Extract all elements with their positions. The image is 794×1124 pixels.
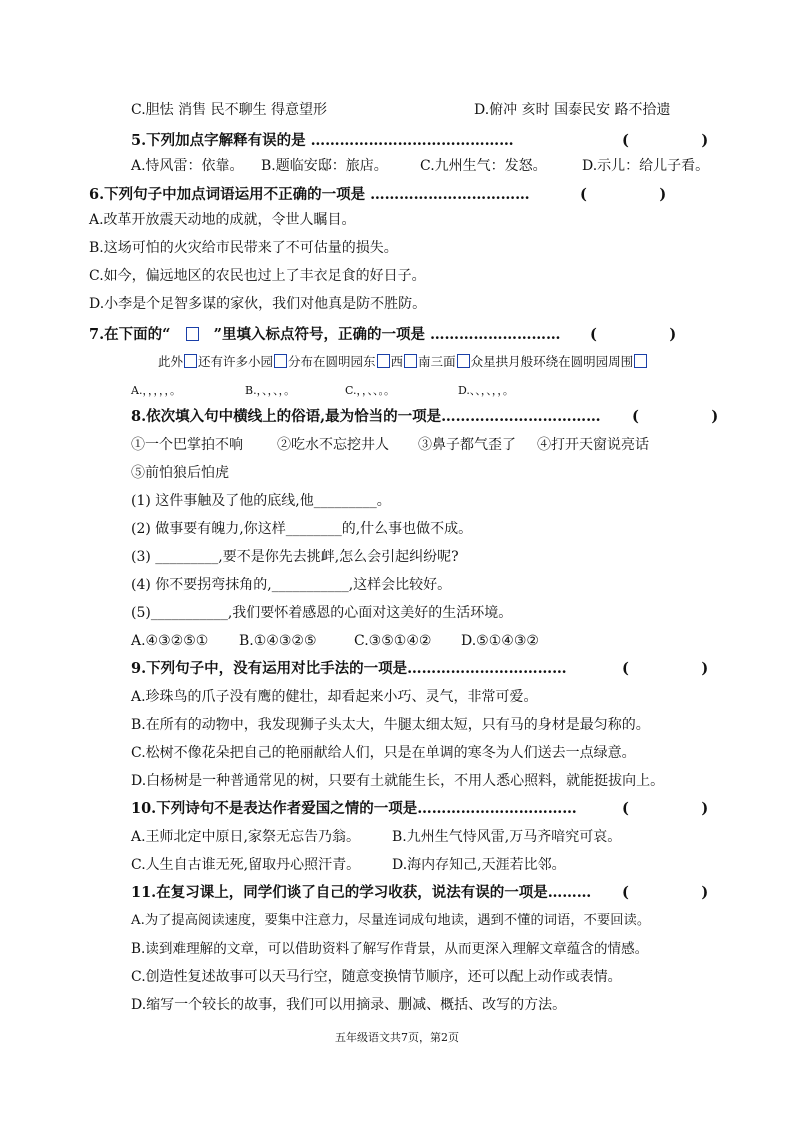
q9-stem: 9.下列句子中，没有运用对比手法的一项是…………………………… <box>131 660 567 677</box>
q8-answer-paren[interactable]: ( ) <box>632 408 719 425</box>
q10-option-c: C.人生自古谁无死,留取丹心照汗青。 <box>131 857 361 873</box>
q7-stem-part-b: ”里填入标点符号，正确的一项是 ……………………… <box>213 326 561 343</box>
q9-option-a: A.珍珠鸟的爪子没有鹰的健壮，却看起来小巧、灵气，非常可爱。 <box>131 689 538 705</box>
q11-option-c: C.创造性复述故事可以天马行空，随意变换情节顺序，还可以配上动作或表情。 <box>131 969 622 985</box>
q5-answer-paren[interactable]: ( ) <box>622 132 709 149</box>
q11-stem: 11.在复习课上，同学们谈了自己的学习收获，说法有误的一项是……… <box>131 884 592 901</box>
q8-item: (4) 你不要拐弯抹角的,___________,这样会比较好。 <box>131 577 452 593</box>
q4-option-c: C.胆怯 消售 民不聊生 得意望形 <box>131 102 328 118</box>
q8-option-b: B.①④③②⑤ <box>239 633 317 649</box>
q7-sentence-part: 分布在圆明园东 <box>288 354 376 369</box>
q5-option-a: A.恃风雷：依靠。 <box>131 158 244 174</box>
q8-idioms-line2: ⑤前怕狼后怕虎 <box>131 465 229 481</box>
q7-option-a: A.，，，，，。 <box>131 384 181 397</box>
q8-item: (3) _________,要不是你先去挑衅,怎么会引起纠纷呢? <box>131 549 459 565</box>
blank-box-icon[interactable] <box>457 354 470 368</box>
blank-box-icon[interactable] <box>634 354 647 368</box>
q8-option-a: A.④③②⑤① <box>131 633 209 649</box>
q11-option-d: D.缩写一个较长的故事，我们可以用摘录、删减、概括、改写的方法。 <box>131 997 567 1013</box>
q7-sentence-part: 西 <box>390 354 404 369</box>
q9-option-b: B.在所有的动物中，我发现狮子头太大，牛腿太细太短，只有马的身材是最匀称的。 <box>131 717 650 733</box>
q9-answer-paren[interactable]: ( ) <box>622 660 709 677</box>
q8-item: (5)___________,我们要怀着感恩的心面对这美好的生活环境。 <box>131 605 513 621</box>
q6-option-d: D.小李是个足智多谋的家伙，我们对他真是防不胜防。 <box>89 296 427 312</box>
q8-option-c: C.③⑤①④② <box>354 633 432 649</box>
q8-option-d: D.⑤①④③② <box>461 633 539 649</box>
q6-stem: 6.下列句子中加点词语运用不正确的一项是 …………………………… <box>89 186 530 203</box>
q6-answer-paren[interactable]: ( ) <box>580 186 667 203</box>
q7-sentence-part: 此外 <box>158 354 184 369</box>
q7-stem <box>89 325 561 345</box>
blank-box-icon[interactable] <box>377 354 390 368</box>
blank-box-icon[interactable] <box>404 354 417 368</box>
q6-option-c: C.如今，偏远地区的农民也过上了丰衣足食的好日子。 <box>89 268 426 284</box>
q11-option-a: A.为了提高阅读速度，要集中注意力，尽量连词成句地读，遇到不懂的词语，不要回读。 <box>131 913 651 928</box>
q8-stem: 8.依次填入句中横线上的俗语,最为恰当的一项是…………………………… <box>131 408 601 425</box>
q6-option-a: A.改革开放震天动地的成就，令世人瞩目。 <box>89 212 356 228</box>
q7-answer-paren[interactable]: ( ) <box>590 326 677 343</box>
q7-option-c: C.，，、、。。 <box>345 384 396 397</box>
q10-answer-paren[interactable]: ( ) <box>622 800 709 817</box>
q7-sentence-part: 还有许多小园 <box>198 354 274 369</box>
q11-option-b: B.读到难理解的文章，可以借助资料了解写作背景，从而更深入理解文章蕴含的情感。 <box>131 941 649 957</box>
blank-box-icon[interactable] <box>184 354 197 368</box>
q7-sentence-part: 南三面 <box>418 354 456 369</box>
blank-box-icon[interactable] <box>274 354 287 368</box>
q5-stem: 5.下列加点字解释有误的是 …………………………………… <box>131 132 514 149</box>
q8-idiom: ④打开天窗说亮话 <box>537 437 649 453</box>
q8-idiom: ②吃水不忘挖井人 <box>277 437 389 453</box>
q10-option-a: A.王师北定中原日,家祭无忘告乃翁。 <box>131 829 361 845</box>
q7-sentence <box>158 352 648 372</box>
q6-option-b: B.这场可怕的火灾给市民带来了不可估量的损失。 <box>89 240 398 256</box>
q4-option-d: D.俯冲 亥时 国泰民安 路不拾遗 <box>474 102 671 118</box>
q8-idiom: ①一个巴掌拍不响 <box>131 437 243 453</box>
blank-box-icon <box>186 327 199 341</box>
q9-option-c: C.松树不像花朵把自己的艳丽献给人们，只是在单调的寒冬为人们送去一点绿意。 <box>131 745 636 761</box>
q10-option-d: D.海内存知己,天涯若比邻。 <box>392 857 566 873</box>
q11-answer-paren[interactable]: ( ) <box>622 884 709 901</box>
q8-item: (2) 做事要有魄力,你这样________的,什么事也做不成。 <box>131 521 473 537</box>
q5-option-d: D.示儿：给儿子看。 <box>582 158 710 174</box>
q10-option-b: B.九州生气恃风雷,万马齐喑究可哀。 <box>392 829 622 845</box>
q7-option-d: D.、、，、，，。 <box>458 384 514 397</box>
q7-stem-part-a: 7.在下面的“ <box>89 326 171 343</box>
q7-sentence-part: 众星拱月般环绕在圆明园周围 <box>470 354 634 369</box>
q7-option-b: B.，、，、，。 <box>245 384 296 397</box>
q10-stem: 10.下列诗句不是表达作者爱国之情的一项是…………………………… <box>131 800 577 817</box>
q5-option-b: B.题临安邸：旅店。 <box>261 158 388 174</box>
q8-item: (1) 这件事触及了他的底线,他_________。 <box>131 493 391 509</box>
q5-option-c: C.九州生气：发怒。 <box>420 158 547 174</box>
q9-option-d: D.白杨树是一种普通常见的树，只要有土就能生长，不用人悉心照料，就能挺拔向上。 <box>131 773 665 789</box>
page-footer: 五年级语文共7页，第2页 <box>335 1031 459 1044</box>
q8-idiom: ③鼻子都气歪了 <box>418 437 516 453</box>
